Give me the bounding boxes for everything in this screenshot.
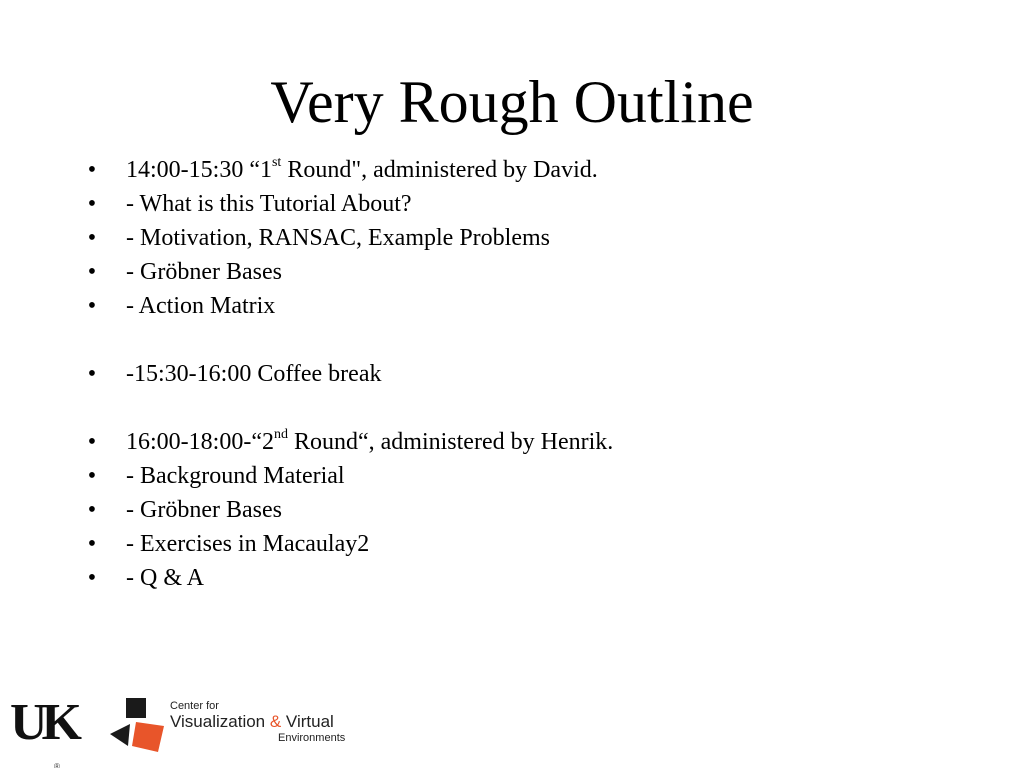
uk-registered-mark: ®: [54, 762, 60, 768]
bullet-text: -15:30-16:00 Coffee break: [126, 361, 382, 387]
bullet-text: 16:00-18:00-“2: [126, 429, 274, 455]
bullet-item: [82, 187, 942, 221]
ordinal-superscript: st: [271, 155, 282, 170]
bullet-text: - Action Matrix: [126, 293, 276, 319]
bullet-list: [82, 153, 942, 595]
bullet-item: [82, 493, 942, 527]
bullet-dot: •: [87, 361, 97, 387]
bullet-dot: •: [87, 531, 97, 557]
bullet-item: [82, 357, 942, 391]
bullet-text: - What is this Tutorial About?: [126, 191, 412, 217]
cvve-wordmark: [170, 700, 345, 744]
slide-title: Very Rough Outline: [270, 69, 754, 135]
bullet-text: - Gröbner Bases: [126, 259, 282, 285]
bullet-item: [82, 459, 942, 493]
uk-logo-text: UK: [10, 694, 76, 751]
cvve-logo-icon: [108, 696, 168, 756]
cvve-line-center-for: Center for: [170, 700, 219, 712]
bullet-dot: •: [87, 259, 97, 285]
bullet-dot: •: [87, 293, 97, 319]
bullet-text: Round“, administered by Henrik.: [287, 429, 614, 455]
cvve-line-environments: Environments: [278, 732, 346, 744]
cvve-visualization-text: Visualization: [170, 712, 270, 731]
cvve-ampersand: &: [269, 712, 282, 731]
bullet-dot: •: [87, 463, 97, 489]
bullet-dot: •: [87, 157, 97, 183]
bullet-dot: •: [87, 225, 97, 251]
cvve-dark-triangle: [110, 724, 130, 746]
cvve-orange-shape: [132, 722, 164, 752]
bullet-text: - Gröbner Bases: [126, 497, 282, 523]
bullet-item: [82, 153, 942, 187]
bullet-item: [82, 255, 942, 289]
bullet-text: - Exercises in Macaulay2: [126, 531, 370, 557]
ordinal-superscript: nd: [273, 427, 288, 442]
bullet-item: [82, 561, 942, 595]
bullet-item: [82, 527, 942, 561]
bullet-text: 14:00-15:30 “1: [126, 157, 272, 183]
bullet-dot: •: [87, 429, 97, 455]
bullet-spacer: [82, 391, 942, 425]
bullet-dot: •: [87, 191, 97, 217]
bullet-text: - Motivation, RANSAC, Example Problems: [126, 225, 550, 251]
bullet-dot: •: [87, 497, 97, 523]
bullet-text: Round", administered by David.: [281, 157, 598, 183]
bullet-spacer: [82, 323, 942, 357]
cvve-dark-square: [126, 698, 146, 718]
bullet-text: - Background Material: [126, 463, 345, 489]
bullet-item: [82, 289, 942, 323]
bullet-text: - Q & A: [126, 565, 204, 591]
bullet-item: [82, 425, 942, 459]
footer: [0, 688, 1024, 768]
uk-logo: [10, 694, 100, 768]
bullet-dot: •: [87, 565, 97, 591]
bullet-item: [82, 221, 942, 255]
cvve-line-visualization: [170, 712, 345, 732]
cvve-virtual-text: Virtual: [281, 712, 334, 731]
